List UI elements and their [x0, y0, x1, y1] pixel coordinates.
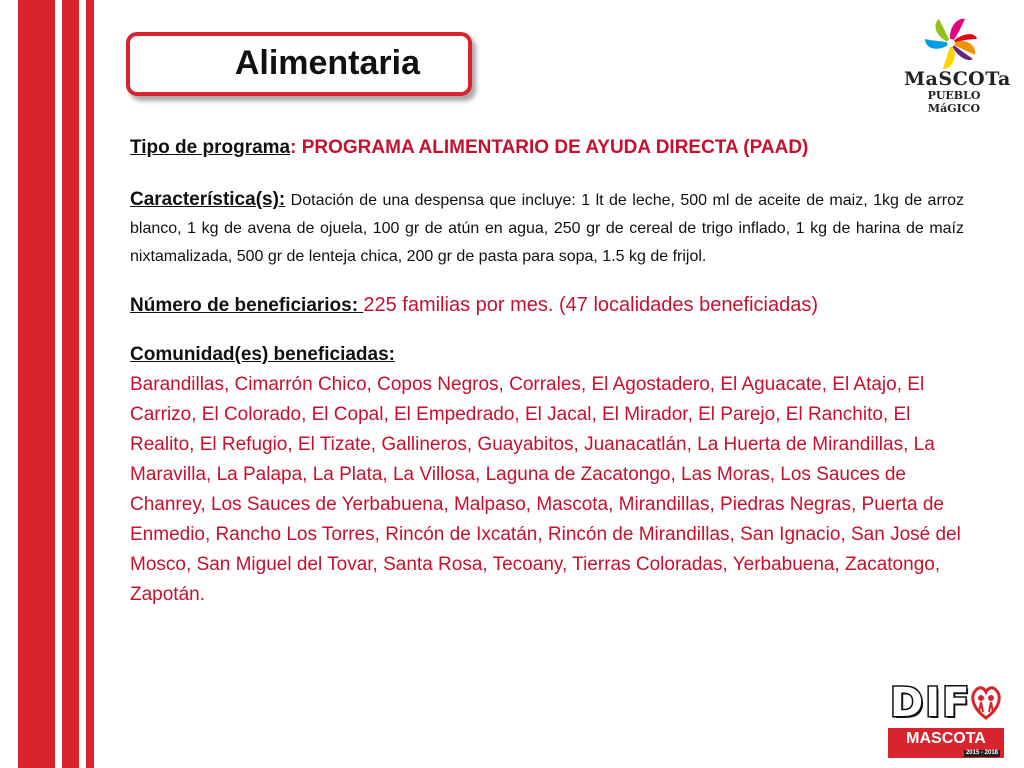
title-box [126, 32, 472, 96]
decor-stripe-wide [18, 0, 55, 768]
characteristics-label: Característica(s): [130, 189, 286, 210]
beneficiaries-paragraph [130, 291, 964, 320]
decor-stripe-thin [86, 0, 94, 768]
family-heart-icon [970, 682, 1002, 722]
dif-logo [886, 680, 1006, 766]
program-type-separator: : [290, 137, 302, 158]
program-content [130, 134, 964, 610]
communities-heading [130, 342, 964, 368]
dif-letters: DIF [890, 680, 972, 726]
page-title: Alimentaria [234, 44, 420, 82]
program-type-label: Tipo de programa [130, 137, 291, 158]
program-type-value: PROGRAMA ALIMENTARIO DE AYUDA DIRECTA (PAAD) [301, 137, 809, 158]
mascota-logo [904, 14, 1011, 115]
program-type-line [130, 134, 964, 162]
mascota-logo-subtitle: PUEBLO MáGICO [927, 89, 981, 115]
beneficiaries-label: Número de beneficiarios: [130, 295, 364, 316]
mascota-logo-name: MaSCOTa [904, 68, 1011, 90]
beneficiaries-value: 225 familias por mes. (47 localidades beneficiadas) [363, 294, 819, 316]
communities-list: Barandillas, Cimarrón Chico, Copos Negros, Corrales, El Agostadero, El Aguacate, El Atajo, El Carrizo, El Colorado, El Copal, El Empedrado, El Jacal, El Mirador, El Parejo, El Ranchito, El Realito, El Refugio, El Tizate, Gallineros, Guayabitos, Juanacatlán, La Huerta de Mirandillas, La Maravilla, La Palapa, La Plata, La Villosa, Laguna de Zacatongo, Las Moras, Los Sauces de Chanrey, Los Sauces de Yerbabuena, Malpaso, Mascota, Mirandillas, Piedras Negras, Puerta de Enmedio, Rancho Los Torres, Rincón de Ixcatán, Rincón de Mirandillas, San Ignacio, San José del Mosco, San Miguel del Tovar, Santa Rosa, Tecoany, Tierras Coloradas, Yerbabuena, Zacatongo, Zapotán. [130, 374, 961, 605]
dif-years: 2015 - 2018 [965, 750, 998, 756]
dif-band [888, 728, 1004, 758]
dif-band-text: MASCOTA [906, 730, 986, 747]
characteristics-value: Dotación de una despensa que incluye: 1 lt de leche, 500 ml de aceite de maiz, 1kg de arroz blanco, 1 kg de avena de ojuela, 100 gr de atún en agua, 250 gr de cereal de trigo inflado, 1 kg de harina de maíz nixtamalizada, 500 gr de lenteja chica, 200 gr de pasta para sopa, 1.5 kg de frijol. [130, 192, 964, 265]
characteristics-paragraph [130, 186, 964, 271]
pinwheel-icon [922, 14, 980, 72]
communities-label: Comunidad(es) beneficiadas: [130, 344, 395, 365]
decor-stripe-medium [62, 0, 79, 768]
